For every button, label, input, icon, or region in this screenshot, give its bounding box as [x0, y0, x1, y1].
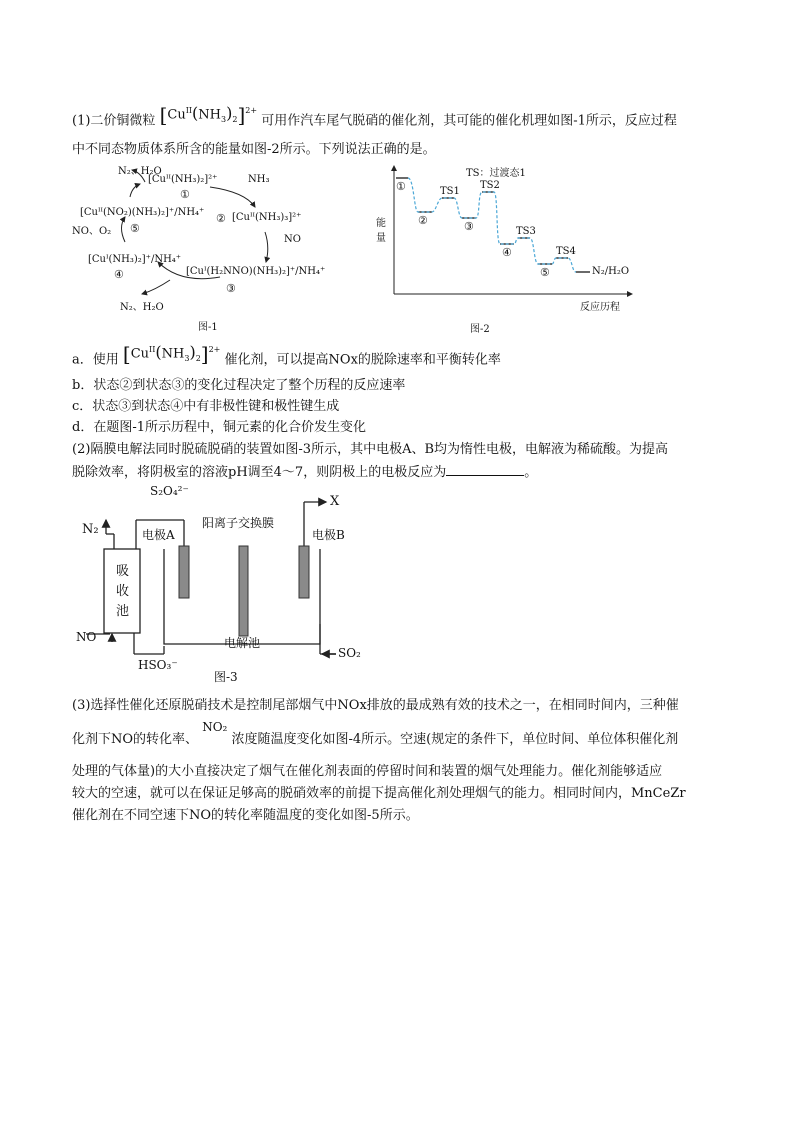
option-a: a．使用 $[Cu^{II}(NH_3)_2]^{2+}$ 催化剂，可以提高NOx的脱除速率和平衡转化率 [72, 341, 501, 368]
q1-line2: 中不同态物质体系所含的能量如图-2所示。下列说法正确的是。 [72, 142, 436, 157]
option-b: b．状态②到状态③的变化过程决定了整个历程的反应速率 [72, 378, 406, 393]
answer-blank[interactable] [446, 463, 524, 476]
q2-line2: 脱除效率，将阴极室的溶液pH调至4～7，则阴极上的电极反应为 。 [72, 465, 538, 480]
arrow-1-2 [210, 187, 255, 207]
figure-1-caption: 图-1 [198, 322, 218, 333]
figure-1: N₂、H₂O [Cuᴵᴵ(NH₃)₂]²⁺ ① NH₃ ② [Cuᴵᴵ(NH₃)₃]²⁺ [Cuᴵᴵ(NO₂)(NH₃)₂]⁺/NH₄⁺ NO、O₂ ⑤ NO [Cuᴵ(NH₃)₂]⁺/NH₄⁺ ④ [Cuᴵ(H₂NNO)(NH₃)₂]⁺/NH₄⁺ ③ N₂、H₂O 图-1 [70, 162, 330, 332]
arrow-4-5 [122, 217, 126, 242]
figure-3-caption: 图-3 [214, 670, 238, 684]
complex-formula-a: $[Cu^{II}(NH_3)_2]^{2+}$ [122, 341, 221, 366]
q3-line5: 催化剂在不同空速下NO的转化率随温度的变化如图-5所示。 [72, 808, 419, 823]
q2-line1: (2)隔膜电解法同时脱硫脱硝的装置如图-3所示，其中电极A、B均为惰性电极，电解液为稀硫酸。为提高 [72, 442, 669, 457]
catalytic-cycle-diagram [70, 162, 330, 332]
arrow-2-3 [265, 232, 268, 262]
arrow-out-3 [142, 280, 170, 294]
complex-formula: $[Cu^{II}(NH_3)_2]^{2+}$ [159, 102, 258, 127]
arrow-5-1 [130, 184, 140, 197]
q3-line3: 处理的气体量)的大小直接决定了烟气在催化剂表面的停留时间和装置的烟气处理能力。催化剂能够适应 [72, 764, 663, 779]
option-d: d．在题图-1所示历程中，铜元素的化合价发生变化 [72, 420, 366, 435]
q3-line4: 较大的空速，就可以在保证足够高的脱硝效率的前提下提高催化剂处理烟气的能力。相同时间内，MnCeZr [72, 786, 686, 801]
cation-membrane [239, 546, 248, 636]
figure-2-caption: 图-2 [470, 324, 490, 335]
q1-line1: (1)二价铜微粒 $[Cu^{II}(NH_3)_2]^{2+}$ 可用作汽车尾气脱硝的催化剂，其可能的催化机理如图-1所示，反应过程 [72, 102, 677, 129]
q3-line2: 化剂下NO的转化率、 NO₂ 浓度随温度变化如图-4所示。空速(规定的条件下，单位时间、单位体积催化剂 [72, 720, 679, 747]
figure-3: S₂O₄²⁻ X N₂ 电极A 阳离子交换膜 电极B 吸 收 池 NO 电解池 SO₂ HSO₃⁻ 图-3 [76, 484, 376, 689]
electrode-b [299, 546, 309, 598]
option-c: c．状态③到状态④中有非极性键和极性键生成 [72, 399, 340, 414]
electrode-a [179, 546, 189, 598]
q3-line1: (3)选择性催化还原脱硝技术是控制尾部烟气中NOx排放的最成熟有效的技术之一，在相同时间内，三种催 [72, 698, 679, 713]
no2-formula: NO₂ [202, 720, 228, 734]
figure-2: TS：过渡态1 能量 ① ② TS1 ③ TS2 ④ TS3 ⑤ TS4 N₂/H₂O 反应历程 图-2 [370, 160, 640, 335]
